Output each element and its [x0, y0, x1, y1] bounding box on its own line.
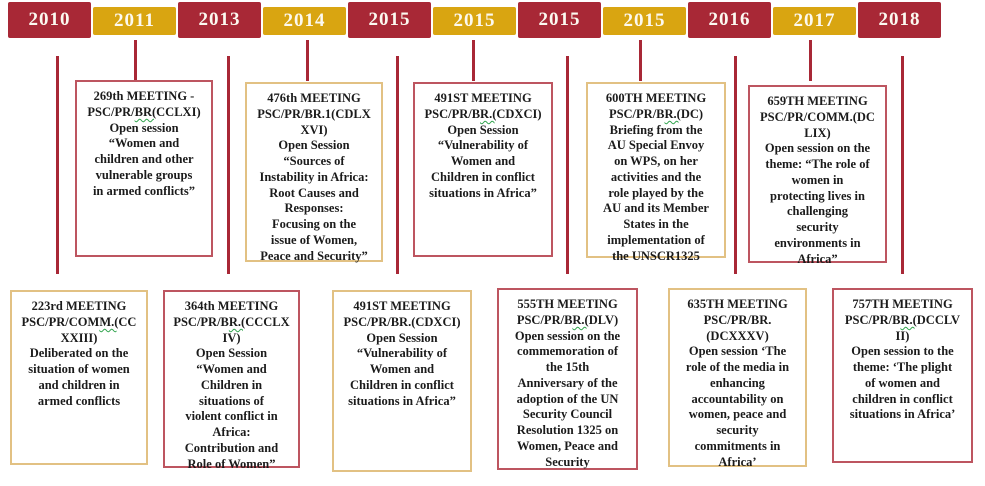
meeting-text-757th: 757TH MEETING PSC/PR/BR.(DCCLV II) Open session to the theme: ‘The plight of women and children in conflict situations in Africa’: [844, 297, 961, 422]
connector-2015-to-555th-meeting: [566, 56, 569, 274]
meeting-box-476th: [245, 82, 383, 262]
year-cell-2015-c: [518, 2, 601, 38]
meeting-text-555th: 555TH MEETING PSC/PR/BR.(DLV) Open session on the commemoration of the 15th Anniversary of the adoption of the UN Security Council Resolution 1325 on Women, Peace and Security: [514, 297, 621, 469]
meeting-text-600th: 600TH MEETING PSC/PR/BR.(DC) Briefing from the AU Special Envoy on WPS, on her activities and the role played by the AU and its Member States in the implementation of the UNSCR1325: [603, 91, 709, 263]
year-label: 2010: [28, 9, 71, 30]
meeting-box-555th: [497, 288, 638, 470]
connector-2015-to-491st-meeting-bottom: [396, 56, 399, 274]
connector-2015-to-600th-meeting: [639, 40, 642, 81]
year-bar: [8, 0, 941, 38]
meeting-text-476th: 476th MEETING PSC/PR/BR.1(CDLX XVI) Open Session “Sources of Instability in Africa: Root Causes and Responses: Focusing on the issue of Women, Peace and Security”: [257, 91, 371, 263]
year-label: 2015: [453, 10, 496, 31]
year-label: 2015: [368, 9, 411, 30]
meeting-box-364th: [163, 290, 300, 471]
meeting-text-223rd: 223rd MEETING PSC/PR/COMM.(CC XXIII) Deliberated on the situation of women and children in armed conflicts: [21, 299, 137, 408]
year-cell-2015-a: [348, 2, 431, 38]
connector-2018-to-757th-meeting: [901, 56, 904, 274]
year-cell-2015-b: [433, 7, 516, 35]
connector-2014-to-476th-meeting: [306, 40, 309, 81]
meeting-box-491st-bottom: [332, 290, 472, 472]
meeting-text-659th: 659TH MEETING PSC/PR/COMM.(DC LIX) Open session on the theme: “The role of women in protecting lives in challenging security environments in Africa”: [760, 94, 875, 266]
year-label: 2014: [283, 10, 326, 31]
year-cell-2013: [178, 2, 261, 38]
year-cell-2015-d: [603, 7, 686, 35]
year-cell-2010: [8, 2, 91, 38]
year-cell-2018: [858, 2, 941, 38]
year-label: 2011: [114, 10, 155, 31]
year-cell-2016: [688, 2, 771, 38]
year-label: 2015: [538, 9, 581, 30]
year-label: 2017: [793, 10, 836, 31]
year-cell-2014: [263, 7, 346, 35]
connector-2013-to-364th-meeting: [227, 56, 230, 274]
meeting-box-491st-top: [413, 82, 553, 257]
year-label: 2016: [708, 9, 751, 30]
connector-2017-to-659th-meeting: [809, 40, 812, 81]
connector-2015-to-491st-meeting-top: [472, 40, 475, 81]
meeting-box-635th: [668, 288, 807, 467]
meeting-text-491st-bottom: 491ST MEETING PSC/PR/BR.(CDXCI) Open Session “Vulnerability of Women and Children in conflict situations in Africa”: [343, 299, 461, 408]
year-cell-2011: [93, 7, 176, 35]
meeting-text-364th: 364th MEETING PSC/PR/BR.(CCCLX IV) Open Session “Women and Children in situations of violent conflict in Africa: Contribution and Role of Women”: [173, 299, 290, 471]
connector-2010-to-223rd-meeting: [56, 56, 59, 274]
connector-2016-to-635th-meeting: [734, 56, 737, 274]
meeting-text-635th: 635TH MEETING PSC/PR/BR. (DCXXXV) Open session ‘The role of the media in enhancing accountability on women, peace and security commitments in Africa’: [685, 297, 790, 469]
connector-2011-to-269th-meeting: [134, 40, 137, 81]
year-label: 2015: [623, 10, 666, 31]
meeting-text-491st-top: 491ST MEETING PSC/PR/BR.(CDXCI) Open Session “Vulnerability of Women and Children in conflict situations in Africa”: [424, 91, 542, 200]
year-cell-2017: [773, 7, 856, 35]
meeting-box-757th: [832, 288, 973, 463]
meeting-box-269th: [75, 80, 213, 257]
meeting-box-223rd: [10, 290, 148, 465]
year-label: 2018: [878, 9, 921, 30]
meeting-box-600th: [586, 82, 726, 263]
meeting-box-659th: [748, 85, 887, 266]
year-label: 2013: [198, 9, 241, 30]
meeting-text-269th: 269th MEETING - PSC/PR/BR(CCLXI) Open session “Women and children and other vulnerable groups in armed conflicts”: [87, 89, 201, 198]
